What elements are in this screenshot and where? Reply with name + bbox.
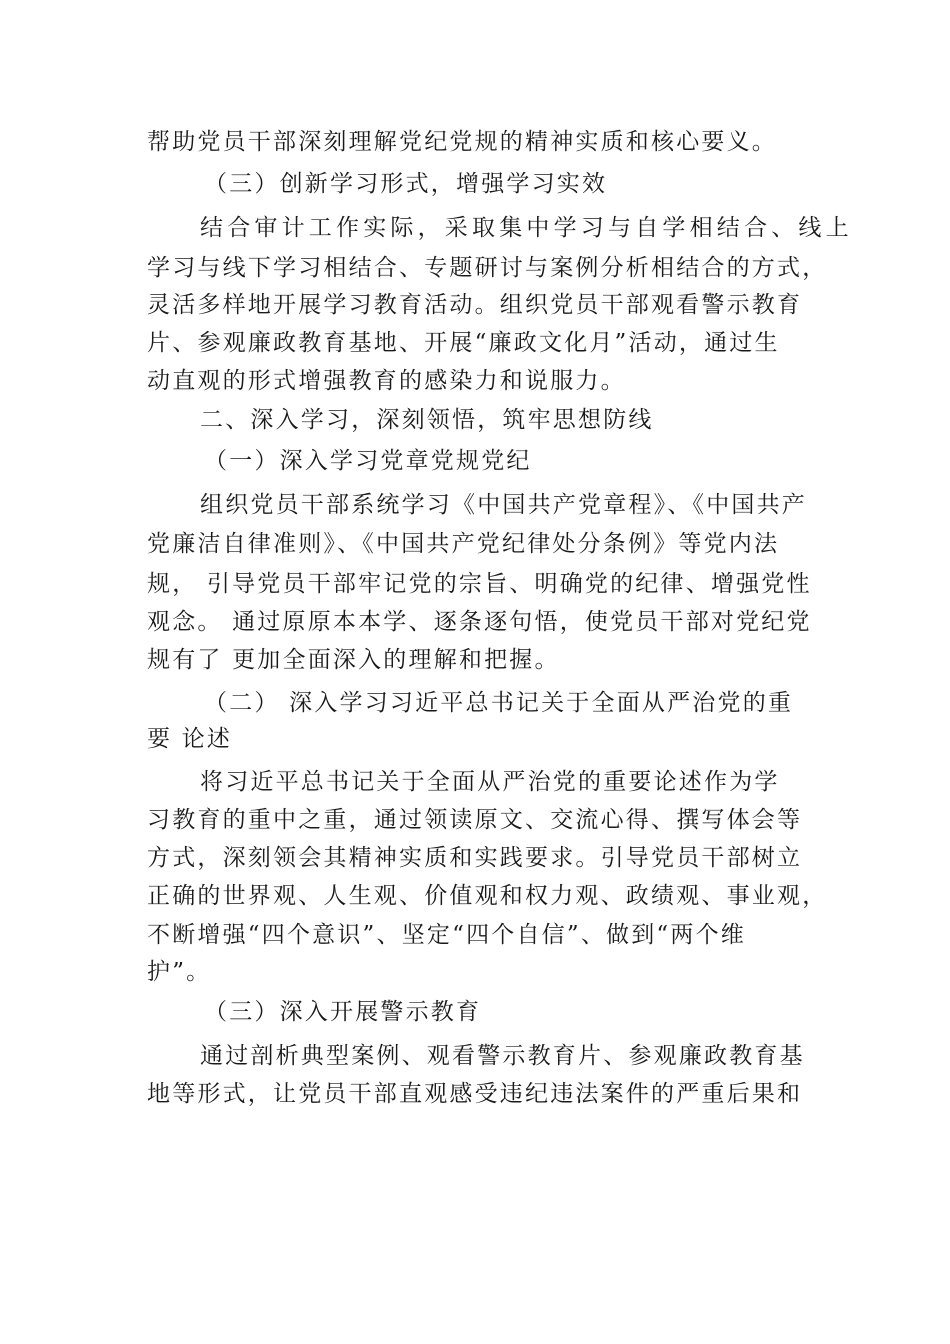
- subsection-heading: （三）创新学习形式，增强学习实效: [204, 171, 608, 197]
- body-text-line: 帮助党员干部深刻理解党纪党规的精神实质和核心要义。: [147, 129, 777, 155]
- body-text-line: 方式，深刻领会其精神实质和实践要求。引导党员干部树立: [147, 845, 803, 871]
- body-text-line: 规有了 更加全面深入的理解和把握。: [147, 647, 560, 673]
- body-text-line: 地等形式，让党员干部直观感受违纪违法案件的严重后果和: [147, 1081, 803, 1107]
- paragraph-first-line: 将习近平总书记关于全面从严治党的重要论述作为学: [200, 769, 780, 795]
- body-text-line: 正确的世界观、人生观、价值观和权力观、政绩观、事业观，: [147, 883, 828, 909]
- body-text-line: 片、参观廉政教育基地、开展“廉政文化月”活动，通过生: [147, 330, 780, 356]
- body-text-line: 不断增强“四个意识”、坚定“四个自信”、做到“两个维: [147, 922, 746, 948]
- subsection-heading-continued: 要 论述: [147, 726, 233, 752]
- body-text-line: 护”。: [147, 959, 212, 985]
- body-text-line: 学习与线下学习相结合、专题研讨与案例分析相结合的方式，: [147, 255, 828, 281]
- body-text-line: 党廉洁自律准则》、《中国共产党纪律处分条例》等党内法: [147, 531, 780, 557]
- subsection-heading: （二） 深入学习习近平总书记关于全面从严治党的重: [204, 690, 794, 716]
- section-heading: 二、深入学习，深刻领悟，筑牢思想防线: [200, 407, 654, 433]
- body-text-line: 习教育的重中之重，通过领读原文、交流心得、撰写体会等: [147, 807, 803, 833]
- body-text-line: 灵活多样地开展学习教育活动。组织党员干部观看警示教育: [147, 292, 803, 318]
- paragraph-first-line: 通过剖析典型案例、观看警示教育片、参观廉政教育基: [200, 1043, 805, 1069]
- paragraph-first-line: 结合审计工作实际，采取集中学习与自学相结合、线上: [200, 215, 853, 241]
- body-text-line: 动直观的形式增强教育的感染力和说服力。: [147, 368, 626, 394]
- body-text-line: 规， 引导党员干部牢记党的宗旨、明确党的纪律、增强党性: [147, 571, 812, 597]
- subsection-heading: （一）深入学习党章党规党纪: [204, 448, 532, 474]
- body-text-line: 观念。 通过原原本本学、逐条逐句悟，使党员干部对党纪党: [147, 609, 812, 635]
- subsection-heading: （三）深入开展警示教育: [204, 999, 482, 1025]
- paragraph-first-line: 组织党员干部系统学习《中国共产党章程》、《中国共产: [200, 492, 807, 518]
